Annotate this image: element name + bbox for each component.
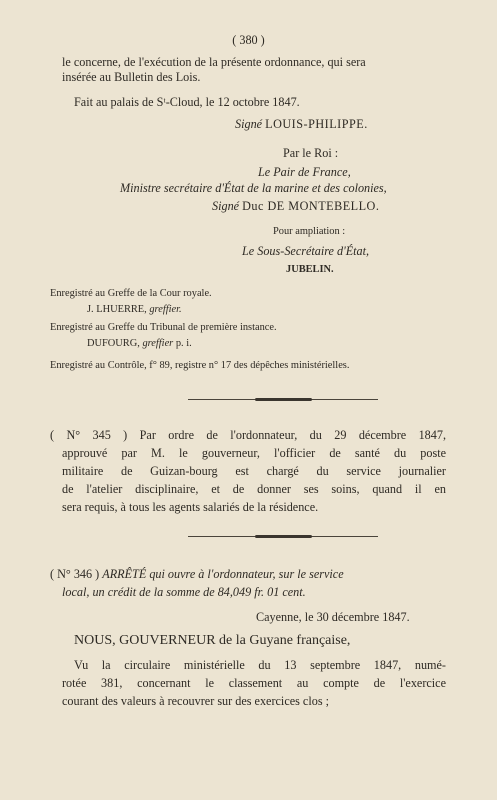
section-divider [188,536,378,537]
place-date: Cayenne, le 30 décembre 1847. [256,610,410,624]
body-line-2: rotée 381, concernant le classement au compte de l'exercice [62,676,446,690]
n345-line-4: de l'atelier disciplinaire, et de donner ses soins, quand il en [62,482,446,496]
registration-line-5: Enregistré au Contrôle, f° 89, registre n° 17 des dépêches ministérielles. [50,360,350,371]
registration-line-2: J. LHUERRE, greffier. [87,304,182,315]
n345-label: ( N° 345 ) [50,428,128,442]
page-number: ( 380 ) [232,33,265,47]
peer-title: Le Pair de France, [258,165,351,179]
n345-line-5: sera requis, à tous les agents salariés de la résidence. [62,500,319,514]
n345-line-1: ( N° 345 ) Par ordre de l'ordonnateur, du 29 décembre 1847, [50,428,447,442]
signature-line [235,117,368,132]
registration-line-4: DUFOURG, greffier p. i. [87,338,192,349]
governor-heading: NOUS, GOUVERNEUR de la Guyane française, [74,633,351,648]
intro-line-3: Fait au palais de Sᵗ-Cloud, le 12 octobre 1847. [74,95,300,109]
signed-word: Signé [212,199,240,213]
n346-line-2: local, un crédit de la somme de 84,049 fr. 01 cent. [62,585,306,599]
body-line-3: courant des valeurs à recouvrer sur des exercices clos ; [62,694,329,708]
registration-line-3: Enregistré au Greffe du Tribunal de première instance. [50,322,277,333]
section-divider [188,399,378,400]
king-name: LOUIS-PHILIPPE. [265,117,368,131]
minister-name: Duc DE MONTEBELLO. [242,199,380,213]
sub-secretary-title: Le Sous-Secrétaire d'État, [242,244,370,258]
sub-secretary-name: JUBELIN. [286,264,334,275]
minister-signature [212,199,379,214]
n346-label: ( N° 346 ) [50,567,100,581]
n346-line-1: ( N° 346 ) ARRÊTÉ qui ouvre à l'ordonnateur, sur le service [50,567,344,581]
by-king-label: Par le Roi : [283,146,339,160]
intro-line-1: le concerne, de l'exécution de la présente ordonnance, qui sera [62,55,366,69]
ampliation-label: Pour ampliation : [273,226,346,237]
n345-line-2: approuvé par M. le gouverneur, l'officier de santé du poste [62,446,446,460]
signed-word: Signé [235,117,263,131]
minister-title: Ministre secrétaire d'État de la marine et des colonies, [120,181,387,195]
registration-line-1: Enregistré au Greffe de la Cour royale. [50,288,212,299]
body-line-1: Vu la circulaire ministérielle du 13 septembre 1847, numé- [74,658,446,672]
intro-line-2: insérée au Bulletin des Lois. [62,70,201,84]
n345-line-3: militaire de Guizan-bourg est chargé du service journalier [62,464,446,478]
